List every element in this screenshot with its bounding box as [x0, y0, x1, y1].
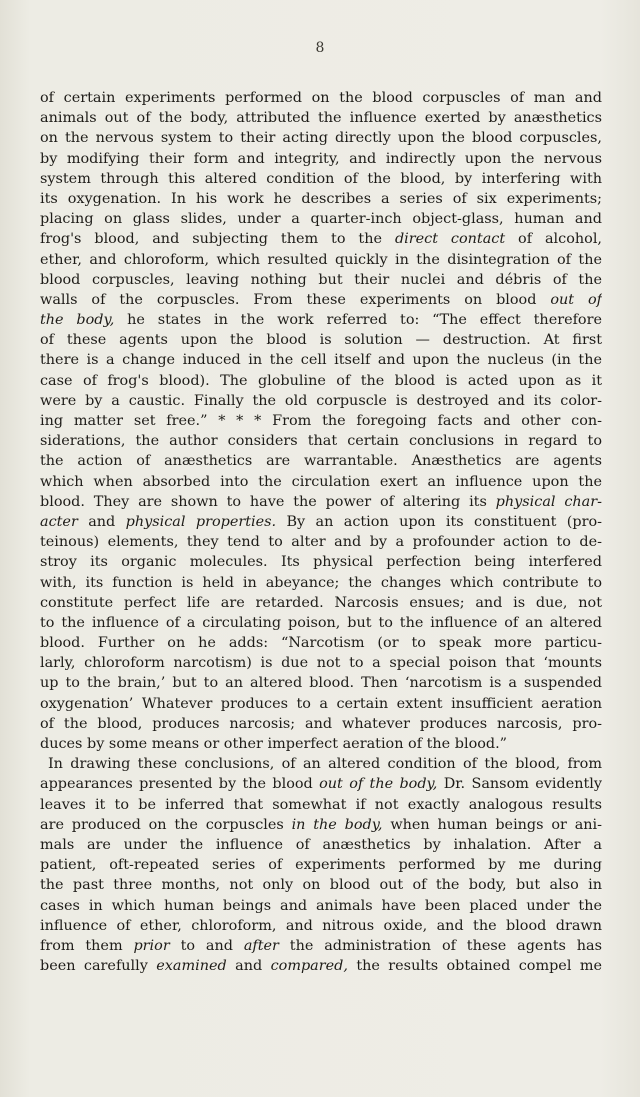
text-line	[40, 956, 602, 976]
italic-text: examined	[156, 958, 227, 975]
text-line	[40, 734, 602, 754]
italic-text: physical char-	[495, 493, 602, 510]
text-segment: blood. Further on he adds: “Narcotism (or to speak more particu-	[40, 635, 602, 652]
text-line	[40, 169, 602, 189]
text-line	[40, 391, 602, 411]
text-line	[40, 875, 602, 895]
text-line	[40, 350, 602, 370]
text-line	[40, 128, 602, 148]
text-segment: oxygenation’ Whatever produces to a certain extent insufficient aeration	[40, 695, 602, 712]
italic-text: out of	[550, 291, 602, 308]
italic-text: compared,	[270, 958, 348, 975]
italic-text: acter	[40, 513, 78, 530]
text-segment: to and	[169, 937, 244, 954]
text-segment: ether, and chloroform, which resulted quickly in the disintegration of the	[40, 251, 602, 268]
text-line	[40, 229, 602, 249]
text-segment: constitute perfect life are retarded. Narcosis ensues; and is due, not	[40, 594, 602, 611]
text-line	[40, 552, 602, 572]
text-segment: are produced on the corpuscles	[40, 816, 292, 833]
text-segment: influence of ether, chloroform, and nitrous oxide, and the blood drawn	[40, 917, 602, 934]
text-line	[40, 512, 602, 532]
text-line	[40, 936, 602, 956]
page-number: 8	[315, 40, 325, 56]
text-segment: by modifying their form and integrity, and indirectly upon the nervous	[40, 150, 602, 167]
text-segment: stroy its organic molecules. Its physical perfection being interfered	[40, 554, 602, 571]
text-line	[40, 270, 602, 290]
text-line	[40, 795, 602, 815]
text-segment: the administration of these agents has	[278, 937, 602, 954]
text-segment: teinous) elements, they tend to alter and by a profounder action to de-	[40, 534, 602, 551]
text-segment: its oxygenation. In his work he describes a series of six experiments;	[40, 190, 602, 207]
italic-text: in the body,	[291, 816, 383, 833]
italic-text: direct contact	[394, 231, 506, 248]
text-line	[40, 189, 602, 209]
text-line	[40, 290, 602, 310]
text-segment: on the nervous system to their acting directly upon the blood corpuscles,	[40, 130, 602, 147]
text-segment: there is a change induced in the cell itself and upon the nucleus (in the	[40, 352, 602, 369]
text-segment: blood corpuscles, leaving nothing but their nuclei and débris of the	[40, 271, 602, 288]
text-segment: of the blood, produces narcosis; and whatever produces narcosis, pro-	[40, 715, 602, 732]
text-line	[40, 573, 602, 593]
text-line	[40, 330, 602, 350]
text-line	[40, 108, 602, 128]
text-segment: larly, chloroform narcotism) is due not to a special poison that ‘mounts	[40, 655, 602, 672]
text-segment: the results obtained compel me	[347, 958, 602, 975]
text-segment: with, its function is held in abeyance; the changes which contribute to	[40, 574, 602, 591]
text-segment: up to the brain,’ but to an altered blood. Then ‘narcotism is a suspended	[40, 675, 602, 692]
text-line	[40, 613, 602, 633]
text-segment: of these agents upon the blood is solution — destruction. At first	[40, 332, 602, 349]
text-line	[40, 896, 602, 916]
text-line	[40, 451, 602, 471]
text-line	[40, 532, 602, 552]
text-line	[40, 371, 602, 391]
text-segment: he states in the work referred to: “The effect therefore	[114, 312, 602, 329]
text-segment: of alcohol,	[505, 231, 602, 248]
text-segment: from them	[40, 937, 134, 954]
text-segment: cases in which human beings and animals have been placed under the	[40, 897, 602, 914]
text-segment: Dr. Sansom evidently	[437, 776, 602, 793]
text-segment: placing on glass slides, under a quarter-inch object-glass, human and	[40, 211, 602, 228]
text-segment: and	[77, 513, 126, 530]
text-line	[40, 472, 602, 492]
italic-text: physical properties.	[125, 513, 277, 530]
text-segment: case of frog's blood). The globuline of the blood is acted upon as it	[40, 372, 602, 389]
text-segment: when human beings or ani-	[382, 816, 602, 833]
text-segment: system through this altered condition of the blood, by interfering with	[40, 170, 602, 187]
text-line	[40, 774, 602, 794]
text-line	[40, 835, 602, 855]
text-line	[40, 714, 602, 734]
text-line	[40, 593, 602, 613]
text-line	[40, 855, 602, 875]
italic-text: the body,	[40, 312, 115, 329]
text-line	[40, 492, 602, 512]
text-segment: to the influence of a circulating poison, but to the influence of an altered	[40, 614, 602, 631]
text-line	[40, 431, 602, 451]
text-segment: animals out of the body, attributed the influence exerted by anæsthetics	[40, 110, 602, 127]
text-segment: were by a caustic. Finally the old corpuscle is destroyed and its color-	[40, 392, 602, 409]
text-segment: appearances presented by the blood	[40, 776, 320, 793]
italic-text: prior	[133, 937, 170, 954]
text-line	[40, 815, 602, 835]
text-line	[40, 149, 602, 169]
text-line	[40, 653, 602, 673]
text-segment: been carefully	[40, 958, 157, 975]
text-segment: the past three months, not only on blood out of the body, but also in	[40, 877, 602, 894]
text-line	[40, 411, 602, 431]
text-segment: duces by some means or other imperfect aeration of the blood.”	[40, 736, 508, 752]
text-line	[40, 310, 602, 330]
text-line	[40, 916, 602, 936]
text-segment: walls of the corpuscles. From these experiments on blood	[40, 291, 551, 308]
text-line	[40, 633, 602, 653]
text-segment: of certain experiments performed on the blood corpuscles of man and	[40, 90, 602, 106]
italic-text: out of the body,	[319, 776, 438, 793]
text-segment: the action of anæsthetics are warrantable. Anæsthetics are agents	[40, 453, 602, 470]
text-segment: patient, oft-repeated series of experiments performed by me during	[40, 857, 602, 874]
text-segment: mals are under the influence of anæsthetics by inhalation. After a	[40, 836, 602, 853]
text-line	[40, 673, 602, 693]
text-segment: leaves it to be inferred that somewhat if not exactly analogous results	[40, 796, 602, 813]
text-line	[40, 209, 602, 229]
text-segment: In drawing these conclusions, of an altered condition of the blood, from	[48, 756, 602, 773]
text-segment: which when absorbed into the circulation exert an influence upon the	[40, 473, 602, 490]
text-segment: siderations, the author considers that certain conclusions in regard to	[40, 433, 602, 450]
text-segment: blood. They are shown to have the power of altering its	[40, 493, 496, 510]
text-line	[40, 754, 602, 774]
text-segment: By an action upon its constituent (pro-	[276, 513, 602, 530]
text-line	[40, 694, 602, 714]
text-segment: frog's blood, and subjecting them to the	[40, 231, 395, 248]
body-text	[40, 88, 602, 976]
text-line	[40, 250, 602, 270]
text-segment: ing matter set free.” * * * From the foregoing facts and other con-	[40, 413, 602, 429]
text-segment: and	[226, 958, 271, 975]
italic-text: after	[243, 937, 279, 954]
text-line	[40, 88, 602, 108]
